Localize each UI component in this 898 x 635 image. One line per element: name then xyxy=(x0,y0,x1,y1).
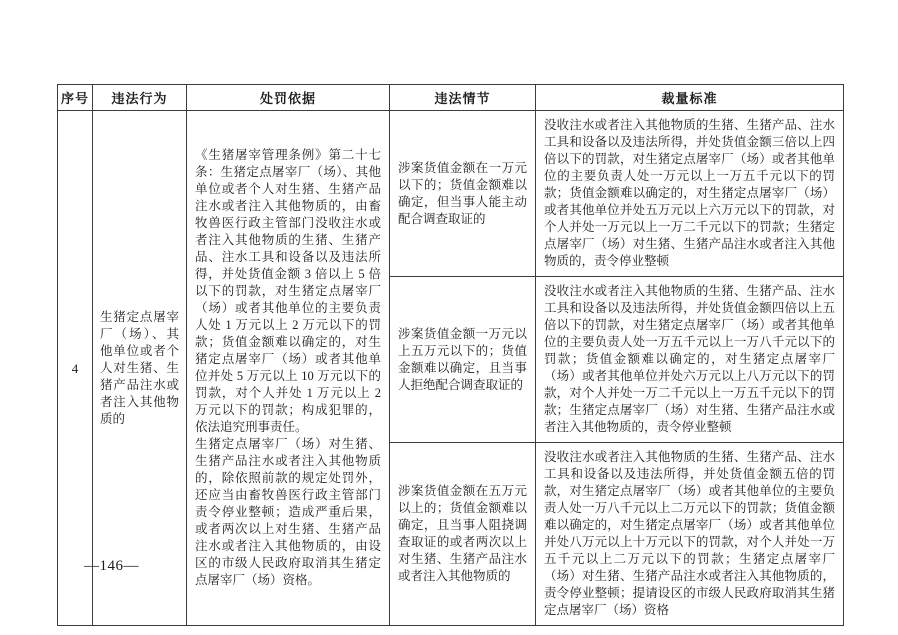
col-header-penalty-basis: 处罚依据 xyxy=(187,85,390,111)
cell-standard-1: 没收注水或者注入其他物质的生猪、生猪产品、注水工具和设备以及违法所得，并处货值金额三倍以上四倍以下的罚款，对生猪定点屠宰厂（场）或者其他单位的主要负责人处一万元以上一万五千元以下的罚款；货值金额难以确定的，对生猪定点屠宰厂（场）或者其他单位并处五万元以上六万元以下的罚款，对个人并处一万元以上一万二千元以下的罚款；生猪定点屠宰厂（场）对生猪、生猪产品注水或者注入其他物质的，责令停业整顿 xyxy=(536,111,844,277)
col-header-serial: 序号 xyxy=(58,85,93,111)
col-header-circumstance: 违法情节 xyxy=(390,85,536,111)
penalty-basis-paragraph-2: 生猪定点屠宰厂（场）对生猪、生猪产品注水或者注入其他物质的，除依照前款的规定处罚外，还应当由畜牧兽医行政主管部门责令停业整顿；造成严重后果，或者两次以上对生猪、生猪产品注水或者注入其他物质的，由设区的市级人民政府取消其生猪定点屠宰厂（场）资格。 xyxy=(195,437,381,587)
penalty-discretion-table xyxy=(57,84,844,626)
cell-circumstance-3: 涉案货值金额在五万元以上的；货值金额难以确定，且当事人阻挠调查取证的或者两次以上对生猪、生猪产品注水或者注入其他物质的 xyxy=(390,443,536,626)
cell-circumstance-1: 涉案货值金额在一万元以下的；货值金额难以确定，但当事人能主动配合调查取证的 xyxy=(390,111,536,277)
cell-standard-3: 没收注水或者注入其他物质的生猪、生猪产品、注水工具和设备以及违法所得，并处货值金额五倍的罚款，对生猪定点屠宰厂（场）或者其他单位的主要负责人处一万八千元以上二万元以下的罚款；货值金额难以确定的，对生猪定点屠宰厂（场）或者其他单位并处八万元以上十万元以下的罚款，对个人并处一万五千元以上二万元以下的罚款；生猪定点屠宰厂（场）对生猪、生猪产品注水或者注入其他物质的，责令停业整顿；提请设区的市级人民政府取消其生猪定点屠宰厂（场）资格 xyxy=(536,443,844,626)
cell-standard-2: 没收注水或者注入其他物质的生猪、生猪产品、注水工具和设备以及违法所得，并处货值金额四倍以上五倍以下的罚款，对生猪定点屠宰厂（场）或者其他单位的主要负责人处一万五千元以上一万八千元以下的罚款；货值金额难以确定的，对生猪定点屠宰厂（场）或者其他单位并处六万元以上八万元以下的罚款，对个人并处一万二千元以上一万五千元以下的罚款；生猪定点屠宰厂（场）对生猪、生猪产品注水或者注入其他物质的，责令停业整顿 xyxy=(536,277,844,443)
cell-circumstance-2: 涉案货值金额一万元以上五万元以下的；货值金额难以确定，且当事人拒绝配合调查取证的 xyxy=(390,277,536,443)
cell-serial-number: 4 xyxy=(58,111,93,626)
cell-illegal-behavior: 生猪定点屠宰厂（场）、其他单位或者个人对生猪、生猪产品注水或者注入其他物质的 xyxy=(93,111,187,626)
cell-penalty-basis xyxy=(187,111,390,626)
table-subrow-1 xyxy=(58,111,844,277)
col-header-illegal-behavior: 违法行为 xyxy=(93,85,187,111)
col-header-standard: 裁量标准 xyxy=(536,85,844,111)
table-header-row xyxy=(58,85,844,111)
page-number: —146— xyxy=(84,558,139,574)
penalty-basis-paragraph-1: 《生猪屠宰管理条例》第二十七条：生猪定点屠宰厂（场）、其他单位或者个人对生猪、生猪产品注水或者注入其他物质的，由畜牧兽医行政主管部门没收注水或者注入其他物质的生猪、生猪产品、注水工具和设备以及违法所得，并处货值金额 3 倍以上 5 倍以下的罚款，对生猪定点屠宰厂（场）或者其他单位的主要负责人处 1 万元以上 2 万元以下的罚款；货值金额难以确定的，对生猪定点屠宰厂（场）或者其他单位并处 5 万元以上 10 万元以下的罚款，对个人并处 1 万元以上 2 万元以下的罚款；构成犯罪的，依法追究刑事责任。 xyxy=(195,148,381,434)
